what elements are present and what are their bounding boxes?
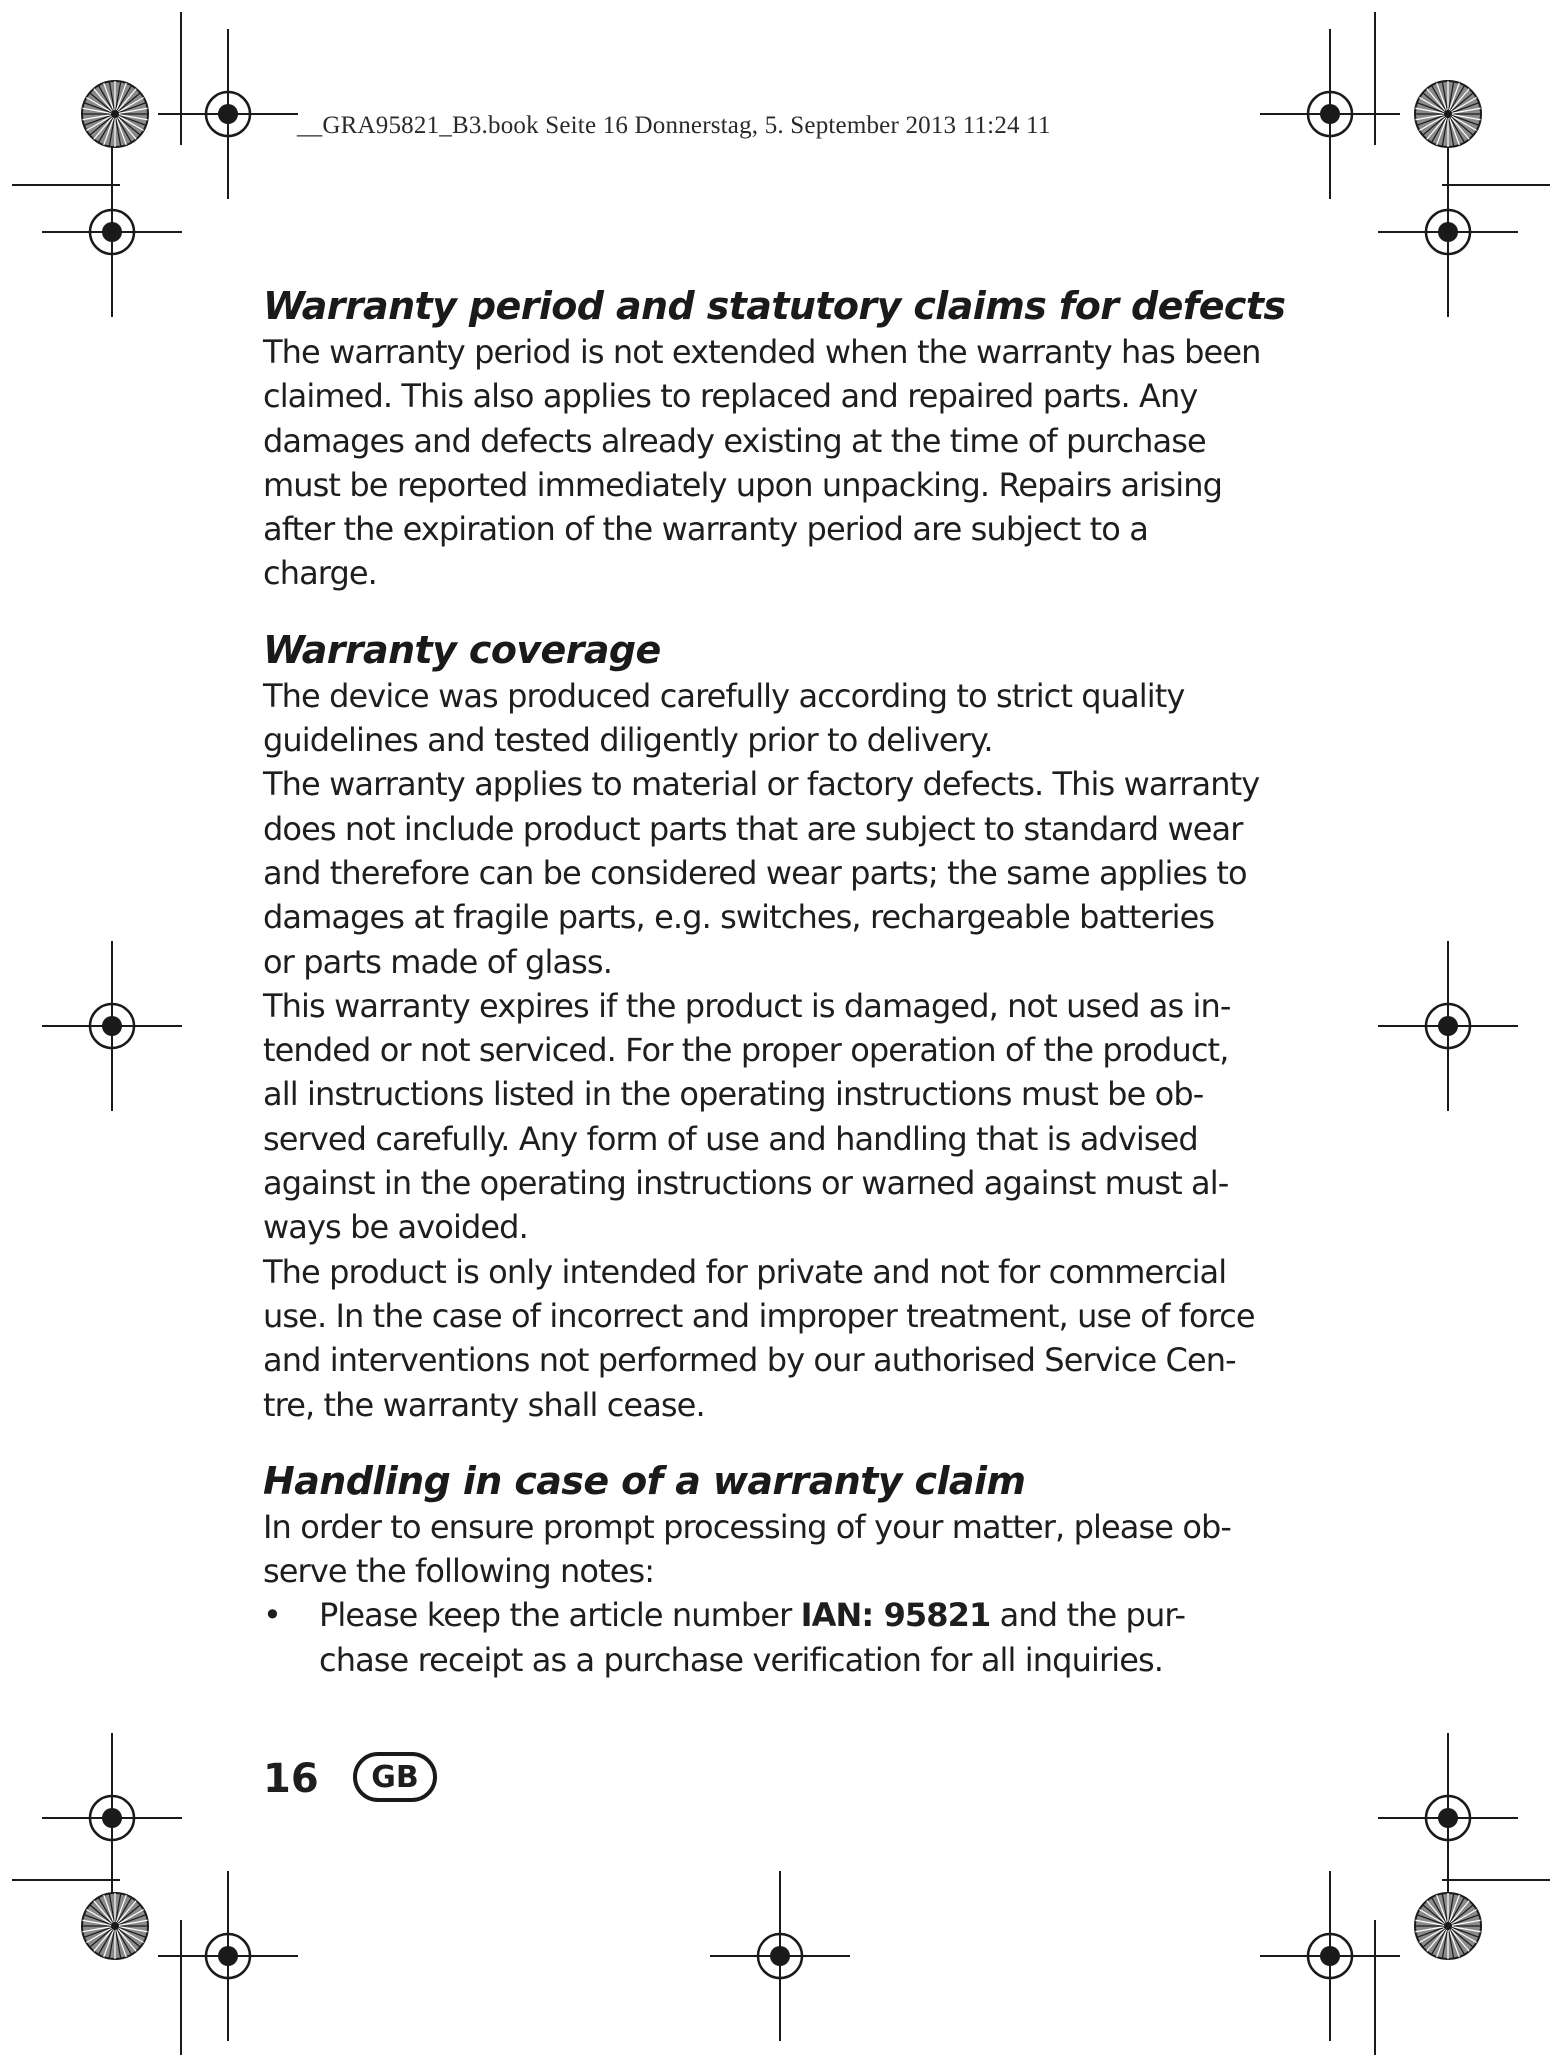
text-line: In order to ensure prompt processing of your matter, please ob-	[263, 1507, 1232, 1546]
registration-target-icon	[158, 1871, 298, 2041]
file-info-header: __GRA95821_B3.book Seite 16 Donnerstag, 5. September 2013 11:24 11	[297, 112, 1051, 139]
bullet-text-line: chase receipt as a purchase verification for all inquiries.	[319, 1640, 1164, 1679]
text-line: The device was produced carefully according to strict quality	[263, 676, 1185, 715]
document-body	[263, 282, 1286, 1682]
article-number: IAN: 95821	[800, 1596, 991, 1635]
text-line: ways be avoided.	[263, 1208, 528, 1247]
text-line: guidelines and tested diligently prior to delivery.	[263, 721, 993, 760]
text-line: served carefully. Any form of use and handling that is advised	[263, 1119, 1198, 1158]
text-line: damages at fragile parts, e.g. switches, rechargeable batteries	[263, 898, 1215, 937]
text-line: claimed. This also applies to replaced and repaired parts. Any	[263, 377, 1198, 416]
bullet-icon: •	[263, 1596, 282, 1635]
registration-target-icon	[710, 1871, 850, 2041]
text-line: damages and defects already existing at the time of purchase	[263, 421, 1206, 460]
text-line: The warranty applies to material or factory defects. This warranty	[263, 765, 1260, 804]
registration-target-icon	[1378, 147, 1518, 317]
colour-wheel-icon	[82, 1893, 148, 1959]
text-line: against in the operating instructions or warned against must al-	[263, 1164, 1229, 1203]
text-line: and interventions not performed by our authorised Service Cen-	[263, 1341, 1236, 1380]
registration-target-icon	[158, 29, 298, 199]
registration-target-icon	[1378, 941, 1518, 1111]
section-heading-warranty-coverage: Warranty coverage	[263, 627, 661, 672]
text-line: use. In the case of incorrect and improper treatment, use of force	[263, 1296, 1255, 1335]
bullet-item	[263, 1593, 1283, 1682]
text-line: tended or not serviced. For the proper operation of the product,	[263, 1031, 1229, 1070]
text-line: and therefore can be considered wear parts; the same applies to	[263, 853, 1247, 892]
text-line: This warranty expires if the product is damaged, not used as in-	[263, 986, 1231, 1025]
bullet-text-line: Please keep the article number IAN: 95821 and the pur-	[319, 1596, 1186, 1635]
registration-target-icon	[1260, 1871, 1400, 2041]
text-line: after the expiration of the warranty period are subject to a	[263, 510, 1148, 549]
text-line: tre, the warranty shall cease.	[263, 1385, 705, 1424]
section-heading-warranty-period: Warranty period and statutory claims for defects	[263, 284, 1286, 328]
registration-target-icon	[1260, 29, 1400, 199]
colour-wheel-icon	[1415, 81, 1481, 147]
text-line: charge.	[263, 554, 377, 593]
section-heading-warranty-claim: Handling in case of a warranty claim	[263, 1458, 1026, 1503]
registration-target-icon	[42, 941, 182, 1111]
text-line: serve the following notes:	[263, 1552, 655, 1591]
text-line: or parts made of glass.	[263, 942, 612, 981]
text-line: must be reported immediately upon unpacking. Repairs arising	[263, 465, 1223, 504]
page-number: 16	[263, 1756, 319, 1802]
colour-wheel-icon	[82, 81, 148, 147]
text-line: all instructions listed in the operating instructions must be ob-	[263, 1075, 1204, 1114]
text-line: The product is only intended for private and not for commercial	[263, 1252, 1227, 1291]
country-code-badge: GB	[353, 1752, 437, 1802]
registration-target-icon	[42, 1733, 182, 1903]
text-line: does not include product parts that are subject to standard wear	[263, 809, 1243, 848]
colour-wheel-icon	[1415, 1893, 1481, 1959]
text-line: The warranty period is not extended when the warranty has been	[263, 333, 1261, 371]
registration-target-icon	[1378, 1733, 1518, 1903]
registration-target-icon	[42, 147, 182, 317]
